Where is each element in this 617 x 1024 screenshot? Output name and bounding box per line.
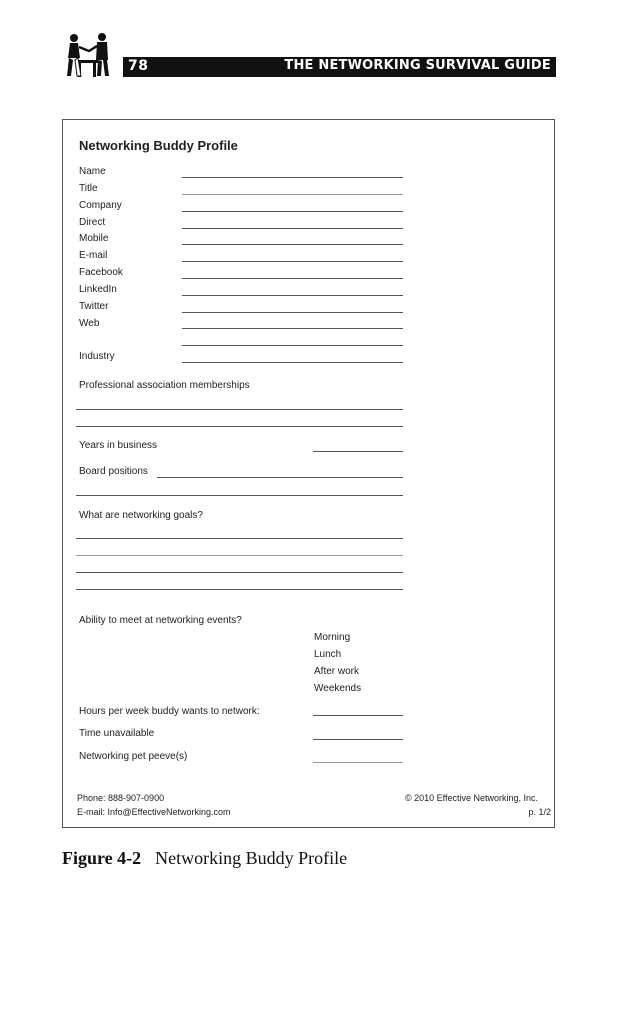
ability-to-meet-label: Ability to meet at networking events? <box>79 615 242 626</box>
associations-field-2[interactable] <box>76 426 403 427</box>
web-label: Web <box>79 318 100 329</box>
footer-email: E-mail: Info@EffectiveNetworking.com <box>77 807 231 817</box>
option-weekends[interactable]: Weekends <box>314 683 362 694</box>
linkedin-field[interactable] <box>182 295 403 296</box>
networking-goals-field-2[interactable] <box>76 555 403 556</box>
footer-copyright: © 2010 Effective Networking, Inc. <box>404 793 538 803</box>
direct-label: Direct <box>79 217 106 228</box>
twitter-label: Twitter <box>79 301 109 312</box>
years-in-business-field[interactable] <box>313 451 403 452</box>
facebook-field[interactable] <box>182 278 403 279</box>
mobile-label: Mobile <box>79 233 109 244</box>
footer-page: p. 1/2 <box>528 807 551 817</box>
name-label: Name <box>79 166 106 177</box>
hours-per-week-label: Hours per week buddy wants to network: <box>79 706 260 717</box>
company-field[interactable] <box>182 211 403 212</box>
web-field[interactable] <box>182 328 403 329</box>
figure-caption <box>62 848 347 869</box>
associations-label: Professional association memberships <box>79 380 250 391</box>
name-field[interactable] <box>182 177 403 178</box>
option-lunch[interactable]: Lunch <box>314 649 342 660</box>
option-morning[interactable]: Morning <box>314 632 351 643</box>
pet-peeves-label: Networking pet peeve(s) <box>79 751 188 762</box>
networking-goals-field-3[interactable] <box>76 572 403 573</box>
networking-goals-field-4[interactable] <box>76 589 403 590</box>
email-field[interactable] <box>182 261 403 262</box>
associations-field-1[interactable] <box>76 409 403 410</box>
pet-peeves-field[interactable] <box>313 762 403 763</box>
page-number: 78 <box>128 58 149 74</box>
board-positions-field-1[interactable] <box>157 477 403 478</box>
title-label: Title <box>79 183 98 194</box>
industry-label: Industry <box>79 351 115 362</box>
networking-goals-label: What are networking goals? <box>79 510 203 521</box>
figure-number: Figure 4-2 <box>62 848 142 868</box>
mobile-field[interactable] <box>182 244 403 245</box>
hours-per-week-field[interactable] <box>313 715 403 716</box>
web-field-2[interactable] <box>182 345 403 346</box>
option-after-work[interactable]: After work <box>314 666 360 677</box>
handshake-logo-icon <box>62 30 120 78</box>
years-in-business-label: Years in business <box>79 440 158 451</box>
figure-title: Networking Buddy Profile <box>155 848 348 868</box>
industry-field[interactable] <box>182 362 403 363</box>
email-label: E-mail <box>79 250 108 261</box>
board-positions-label: Board positions <box>79 466 148 477</box>
direct-field[interactable] <box>182 228 403 229</box>
company-label: Company <box>79 200 122 211</box>
board-positions-field-2[interactable] <box>76 495 403 496</box>
time-unavailable-label: Time unavailable <box>79 728 155 739</box>
book-title: THE NETWORKING SURVIVAL GUIDE <box>284 58 551 73</box>
twitter-field[interactable] <box>182 312 403 313</box>
title-field[interactable] <box>182 194 403 195</box>
footer-phone: Phone: 888-907-0900 <box>77 793 165 803</box>
facebook-label: Facebook <box>79 267 123 278</box>
linkedin-label: LinkedIn <box>79 284 117 295</box>
networking-goals-field-1[interactable] <box>76 538 403 539</box>
form-title: Networking Buddy Profile <box>79 138 238 153</box>
time-unavailable-field[interactable] <box>313 739 403 740</box>
